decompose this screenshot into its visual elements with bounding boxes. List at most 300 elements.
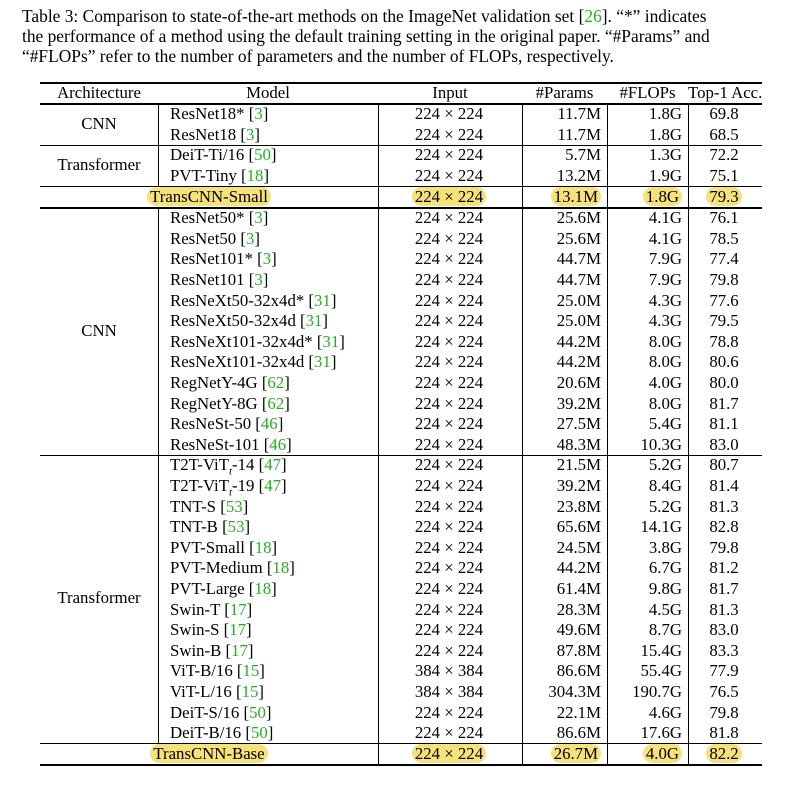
column-header: Input (432, 83, 468, 103)
citation-link: 3 (254, 104, 263, 124)
bracket: ] (277, 414, 284, 434)
accuracy-value-text: 82.2 (706, 744, 741, 763)
bracket: ] (262, 208, 269, 228)
model-name-text: DeiT-S/16 (170, 702, 240, 722)
input-size (382, 744, 516, 765)
input-size: 224 × 224 (414, 331, 484, 351)
column-rule (607, 208, 608, 455)
params-value: 11.7M (557, 104, 601, 124)
column-rule (522, 455, 523, 743)
accuracy-value: 79.5 (709, 311, 739, 331)
model-name-text: T2T-ViT (170, 455, 229, 475)
bracket: ] (246, 599, 253, 619)
column-rule (607, 186, 608, 208)
accuracy-value: 79.8 (709, 270, 739, 289)
column-rule (688, 186, 689, 208)
flops-value (611, 744, 682, 765)
flops-value: 1.3G (648, 145, 682, 165)
model-name (170, 661, 380, 682)
model-name-text: TransCNN-Base (150, 744, 267, 763)
citation-link: 3 (262, 249, 272, 269)
bracket: ] (289, 558, 295, 578)
citation-link: 18 (246, 166, 264, 185)
input-size: 224 × 224 (414, 290, 484, 310)
flops-value-text: 4.0G (643, 744, 682, 763)
input-size: 224 × 224 (414, 414, 484, 434)
flops-value: 4.5G (648, 599, 682, 619)
bracket: [ (216, 496, 226, 516)
citation-link: 31 (322, 331, 340, 351)
citation-link: 18 (254, 537, 272, 557)
column-rule (522, 744, 523, 766)
citation-link: 47 (264, 455, 281, 475)
params-value (526, 744, 601, 765)
bracket: [ (244, 104, 255, 124)
accuracy-value: 75.1 (709, 166, 739, 185)
caption-text: “#FLOPs” refer to the number of parameters and the number of FLOPs, respectively. (22, 46, 614, 66)
input-size: 224 × 224 (414, 352, 484, 372)
input-size-text: 224 × 224 (412, 187, 486, 206)
rule-line (40, 764, 762, 766)
flops-value: 9.8G (648, 579, 682, 598)
citation-link: 31 (314, 352, 331, 372)
bracket: [ (232, 661, 243, 681)
bracket: [ (252, 249, 263, 269)
accuracy-value: 81.7 (709, 579, 739, 598)
bracket: ] (242, 496, 249, 516)
citation-link: 3 (245, 124, 255, 144)
input-size: 224 × 224 (414, 145, 484, 165)
caption-line (22, 46, 782, 66)
accuracy-value: 82.8 (709, 517, 739, 537)
flops-value: 14.1G (640, 517, 682, 537)
model-name-text: ResNet50 (170, 228, 237, 248)
citation-link: 50 (249, 702, 266, 722)
accuracy-value: 79.8 (709, 537, 739, 557)
column-rule (378, 104, 379, 145)
input-size: 224 × 224 (414, 496, 484, 516)
input-size: 384 × 384 (414, 682, 484, 701)
model-name (170, 332, 380, 353)
bracket: [ (295, 311, 306, 331)
params-value: 25.6M (556, 228, 601, 248)
model-name (170, 682, 380, 703)
model-name (170, 497, 380, 518)
flops-value: 4.0G (648, 373, 682, 392)
input-size: 224 × 224 (414, 166, 484, 185)
column-header: #FLOPs (619, 83, 676, 103)
flops-value: 1.8G (648, 104, 682, 124)
bracket: ] (258, 682, 264, 701)
params-value: 86.6M (556, 661, 601, 681)
model-name (170, 538, 380, 559)
params-value: 5.7M (565, 145, 601, 165)
params-value: 20.6M (556, 373, 601, 392)
comparison-table (40, 83, 762, 773)
params-value: 11.7M (557, 124, 601, 144)
input-size: 224 × 224 (414, 373, 484, 392)
column-rule (688, 455, 689, 743)
flops-value: 1.8G (648, 124, 682, 144)
model-name (170, 414, 380, 435)
bracket: [ (244, 537, 255, 557)
model-name (40, 187, 378, 208)
model-name (170, 373, 380, 394)
params-value: 65.6M (556, 517, 601, 537)
bracket: [ (304, 290, 315, 310)
model-name-text: RegNetY-4G (170, 373, 258, 392)
flops-value: 4.1G (648, 228, 682, 248)
model-subscript: t (228, 486, 233, 499)
input-size: 224 × 224 (414, 393, 484, 413)
column-rule (522, 186, 523, 208)
input-size: 384 × 384 (414, 661, 484, 681)
bracket: [ (220, 599, 230, 619)
accuracy-value: 80.6 (709, 352, 739, 372)
model-name (170, 579, 380, 600)
accuracy-value (692, 744, 756, 765)
model-name (170, 249, 380, 270)
column-rule (378, 208, 379, 455)
citation-link: 15 (241, 682, 259, 701)
params-value (526, 187, 601, 208)
params-value: 44.2M (556, 331, 601, 351)
input-size: 224 × 224 (414, 434, 484, 454)
input-size: 224 × 224 (414, 124, 484, 144)
bracket: ] (330, 290, 337, 310)
flops-value: 4.1G (648, 208, 682, 228)
bracket: [ (257, 373, 268, 392)
column-rule (158, 104, 159, 145)
model-name-text: PVT-Medium (170, 558, 263, 578)
params-value-text: 13.1M (551, 187, 601, 206)
column-rule (607, 455, 608, 743)
column-rule (158, 208, 159, 455)
citation-link: 17 (229, 599, 247, 619)
table-caption (22, 6, 782, 66)
citation-link: 50 (254, 145, 271, 165)
params-value: 44.2M (556, 352, 601, 372)
column-rule (522, 145, 523, 186)
bracket: ] (322, 311, 329, 331)
params-value: 27.5M (556, 414, 601, 434)
citation-link: 18 (254, 579, 272, 598)
model-name (170, 145, 380, 166)
input-size: 224 × 224 (414, 579, 484, 598)
accuracy-value: 76.1 (709, 208, 739, 228)
input-size: 224 × 224 (414, 455, 484, 475)
flops-value: 8.7G (648, 620, 682, 640)
bracket: [ (236, 228, 246, 248)
model-name-text: ResNeSt-101 (170, 434, 260, 454)
bracket: ] (259, 661, 265, 681)
flops-value: 17.6G (640, 723, 682, 743)
bracket: [ (262, 558, 273, 578)
model-name (170, 270, 380, 291)
flops-value: 8.0G (648, 331, 682, 351)
model-name-text: ResNeSt-50 (170, 414, 252, 434)
model-name (170, 703, 380, 724)
params-value: 86.6M (556, 723, 601, 743)
column-rule (378, 145, 379, 186)
params-value: 21.5M (556, 455, 601, 475)
input-size: 224 × 224 (414, 537, 484, 557)
bracket: [ (236, 124, 246, 144)
accuracy-value: 83.0 (709, 620, 739, 640)
accuracy-value: 77.4 (709, 249, 739, 269)
flops-value: 4.3G (648, 311, 682, 331)
bracket: ] (270, 145, 277, 165)
params-value-text: 26.7M (551, 744, 601, 763)
bracket: ] (262, 270, 269, 289)
column-header: Top-1 Acc. (688, 83, 763, 103)
model-name (170, 558, 380, 579)
column-rule (378, 186, 379, 208)
input-size: 224 × 224 (414, 270, 484, 289)
model-name-text: Swin-T (170, 599, 221, 619)
accuracy-value: 83.3 (709, 640, 739, 660)
model-name-text: RegNetY-8G (170, 393, 258, 413)
flops-value: 7.9G (648, 270, 682, 289)
flops-value: 6.7G (648, 558, 682, 578)
bracket: ] (254, 124, 260, 144)
bracket: ] (265, 702, 272, 722)
bracket: ] (284, 373, 290, 392)
model-name-text: ResNet101* (170, 249, 253, 269)
input-size: 224 × 224 (414, 599, 484, 619)
accuracy-value: 72.2 (709, 145, 739, 165)
bracket: ] (254, 228, 260, 248)
model-name (170, 641, 380, 662)
accuracy-value: 80.0 (709, 373, 739, 392)
column-rule (688, 145, 689, 186)
accuracy-value: 81.7 (709, 393, 739, 413)
bracket: [ (217, 517, 228, 537)
accuracy-value: 80.7 (709, 455, 739, 475)
bracket: [ (259, 434, 270, 454)
bracket: ] (286, 434, 292, 454)
model-name (170, 517, 380, 538)
bracket: ] (280, 476, 287, 495)
group-label: Transformer (57, 154, 141, 174)
params-value: 48.3M (556, 434, 601, 454)
column-rule (522, 208, 523, 455)
bracket: [ (244, 208, 255, 228)
input-size: 224 × 224 (414, 517, 484, 537)
citation-link: 3 (254, 208, 263, 228)
params-value: 87.8M (556, 640, 601, 660)
input-size: 224 × 224 (414, 702, 484, 722)
citation-link: 17 (229, 620, 247, 640)
citation-link: 62 (267, 393, 285, 413)
accuracy-value: 81.4 (709, 476, 739, 495)
model-suffix: -19 (232, 476, 255, 495)
model-name-text: TNT-B (170, 517, 218, 537)
params-value: 44.2M (556, 558, 601, 578)
model-name-text: T2T-ViT (170, 476, 229, 495)
model-name (170, 435, 380, 456)
model-name (170, 291, 380, 312)
citation-link: 46 (260, 414, 278, 434)
params-value: 304.3M (548, 682, 601, 701)
column-rule (522, 104, 523, 145)
flops-value: 5.2G (648, 496, 682, 516)
input-size: 224 × 224 (414, 620, 484, 640)
model-name-text: Swin-S (170, 620, 220, 640)
params-value: 28.3M (556, 599, 601, 619)
model-name-text: ResNet18* (170, 104, 245, 124)
citation-link: 31 (305, 311, 323, 331)
params-value: 44.7M (556, 270, 601, 289)
flops-value: 8.0G (648, 393, 682, 413)
params-value: 44.7M (556, 249, 601, 269)
bracket: [ (244, 270, 255, 289)
bracket: [ (312, 331, 323, 351)
citation-link: 62 (267, 373, 285, 392)
column-rule (378, 455, 379, 743)
model-name-text: ResNet18 (170, 124, 237, 144)
column-header: #Params (535, 83, 594, 103)
bracket: [ (241, 723, 251, 743)
model-name (170, 723, 380, 744)
flops-value: 4.3G (648, 290, 682, 310)
flops-value: 5.4G (648, 414, 682, 434)
bracket: ] (271, 537, 278, 557)
model-name-text: ResNet101 (170, 270, 245, 289)
caption-text: ]. “*” indicates (601, 6, 707, 26)
accuracy-value: 81.1 (709, 414, 739, 434)
flops-value: 15.4G (640, 640, 682, 660)
params-value: 25.0M (556, 290, 601, 310)
column-rule (158, 145, 159, 186)
model-name (170, 311, 380, 332)
model-name-text: DeiT-Ti/16 (170, 145, 245, 165)
accuracy-value: 81.3 (709, 599, 739, 619)
flops-value: 4.6G (648, 702, 682, 722)
model-name (170, 394, 380, 415)
bracket: [ (239, 702, 250, 722)
flops-value: 5.2G (648, 455, 682, 475)
accuracy-value: 78.5 (709, 228, 739, 248)
params-value: 49.6M (556, 620, 601, 640)
bracket: ] (330, 352, 337, 372)
flops-value: 1.9G (648, 166, 682, 185)
input-size: 224 × 224 (414, 311, 484, 331)
caption-text: Table 3: Comparison to state-of-the-art methods on the ImageNet validation set [ (22, 6, 585, 26)
model-name-text: ViT-L/16 (170, 682, 232, 701)
model-name (170, 620, 380, 641)
bracket: [ (231, 682, 242, 701)
citation-link: 53 (227, 517, 245, 537)
bracket: ] (263, 166, 270, 185)
flops-value: 10.3G (640, 434, 682, 454)
bracket: ] (271, 249, 277, 269)
bracket: [ (244, 579, 255, 598)
caption-citation: 26 (584, 6, 602, 26)
model-name (170, 455, 380, 476)
bracket: ] (246, 620, 252, 640)
accuracy-value: 77.6 (709, 290, 739, 310)
accuracy-value: 78.8 (709, 331, 739, 351)
model-name-text: PVT-Small (170, 537, 245, 557)
citation-link: 47 (264, 476, 281, 495)
accuracy-value: 77.9 (709, 661, 739, 681)
column-rule (688, 744, 689, 766)
input-size: 224 × 224 (414, 228, 484, 248)
model-name-text: ResNeXt50-32x4d (170, 311, 296, 331)
accuracy-value: 83.0 (709, 434, 739, 454)
column-header: Architecture (57, 83, 141, 103)
input-size: 224 × 224 (414, 249, 484, 269)
bracket: ] (244, 517, 251, 537)
model-name-text: ResNeXt101-32x4d (170, 352, 305, 372)
citation-link: 3 (254, 270, 263, 289)
caption-line (22, 6, 782, 26)
model-name-text: ResNeXt50-32x4d* (170, 290, 305, 310)
bracket: ] (284, 393, 290, 413)
input-size: 224 × 224 (414, 558, 484, 578)
input-size: 224 × 224 (414, 104, 484, 124)
bracket: ] (280, 455, 287, 475)
caption-text: the performance of a method using the default training setting in the original paper. “#Params” and (22, 26, 710, 46)
citation-link: 46 (269, 434, 287, 454)
model-name (170, 600, 380, 621)
accuracy-value: 81.8 (709, 723, 739, 743)
model-name-text: ResNeXt101-32x4d* (170, 331, 313, 351)
column-rule (688, 104, 689, 145)
citation-link: 3 (245, 228, 255, 248)
model-name (170, 229, 380, 250)
bracket: [ (257, 393, 268, 413)
accuracy-value: 79.8 (709, 702, 739, 722)
model-subscript: t (228, 465, 233, 478)
input-size: 224 × 224 (414, 723, 484, 743)
citation-link: 17 (231, 640, 248, 660)
group-label: CNN (81, 113, 117, 133)
model-name-text: PVT-Tiny (170, 166, 237, 185)
input-size-text: 224 × 224 (412, 744, 486, 763)
caption-line (22, 26, 782, 46)
accuracy-value: 76.5 (709, 682, 739, 701)
params-value: 24.5M (556, 537, 601, 557)
input-size (382, 187, 516, 208)
model-name (170, 125, 380, 146)
accuracy-value: 69.8 (709, 104, 739, 124)
flops-value-text: 1.8G (643, 187, 682, 206)
bracket: [ (244, 145, 255, 165)
params-value: 39.2M (556, 476, 601, 495)
bracket: ] (339, 331, 345, 351)
flops-value (611, 187, 682, 208)
accuracy-value-text: 79.3 (706, 187, 741, 206)
model-name-text: DeiT-B/16 (170, 723, 242, 743)
model-name (170, 166, 380, 187)
params-value: 23.8M (556, 496, 601, 516)
params-value: 39.2M (556, 393, 601, 413)
flops-value: 190.7G (632, 682, 682, 701)
bracket: [ (221, 640, 232, 660)
model-name-text: TNT-S (170, 496, 217, 516)
column-header: Model (246, 83, 290, 103)
params-value: 13.2M (556, 166, 601, 185)
params-value: 25.6M (556, 208, 601, 228)
citation-link: 53 (225, 496, 243, 516)
flops-value: 3.8G (648, 537, 682, 557)
flops-value: 8.0G (648, 352, 682, 372)
flops-value: 8.4G (648, 476, 682, 495)
accuracy-value (692, 187, 756, 208)
bracket: [ (219, 620, 230, 640)
